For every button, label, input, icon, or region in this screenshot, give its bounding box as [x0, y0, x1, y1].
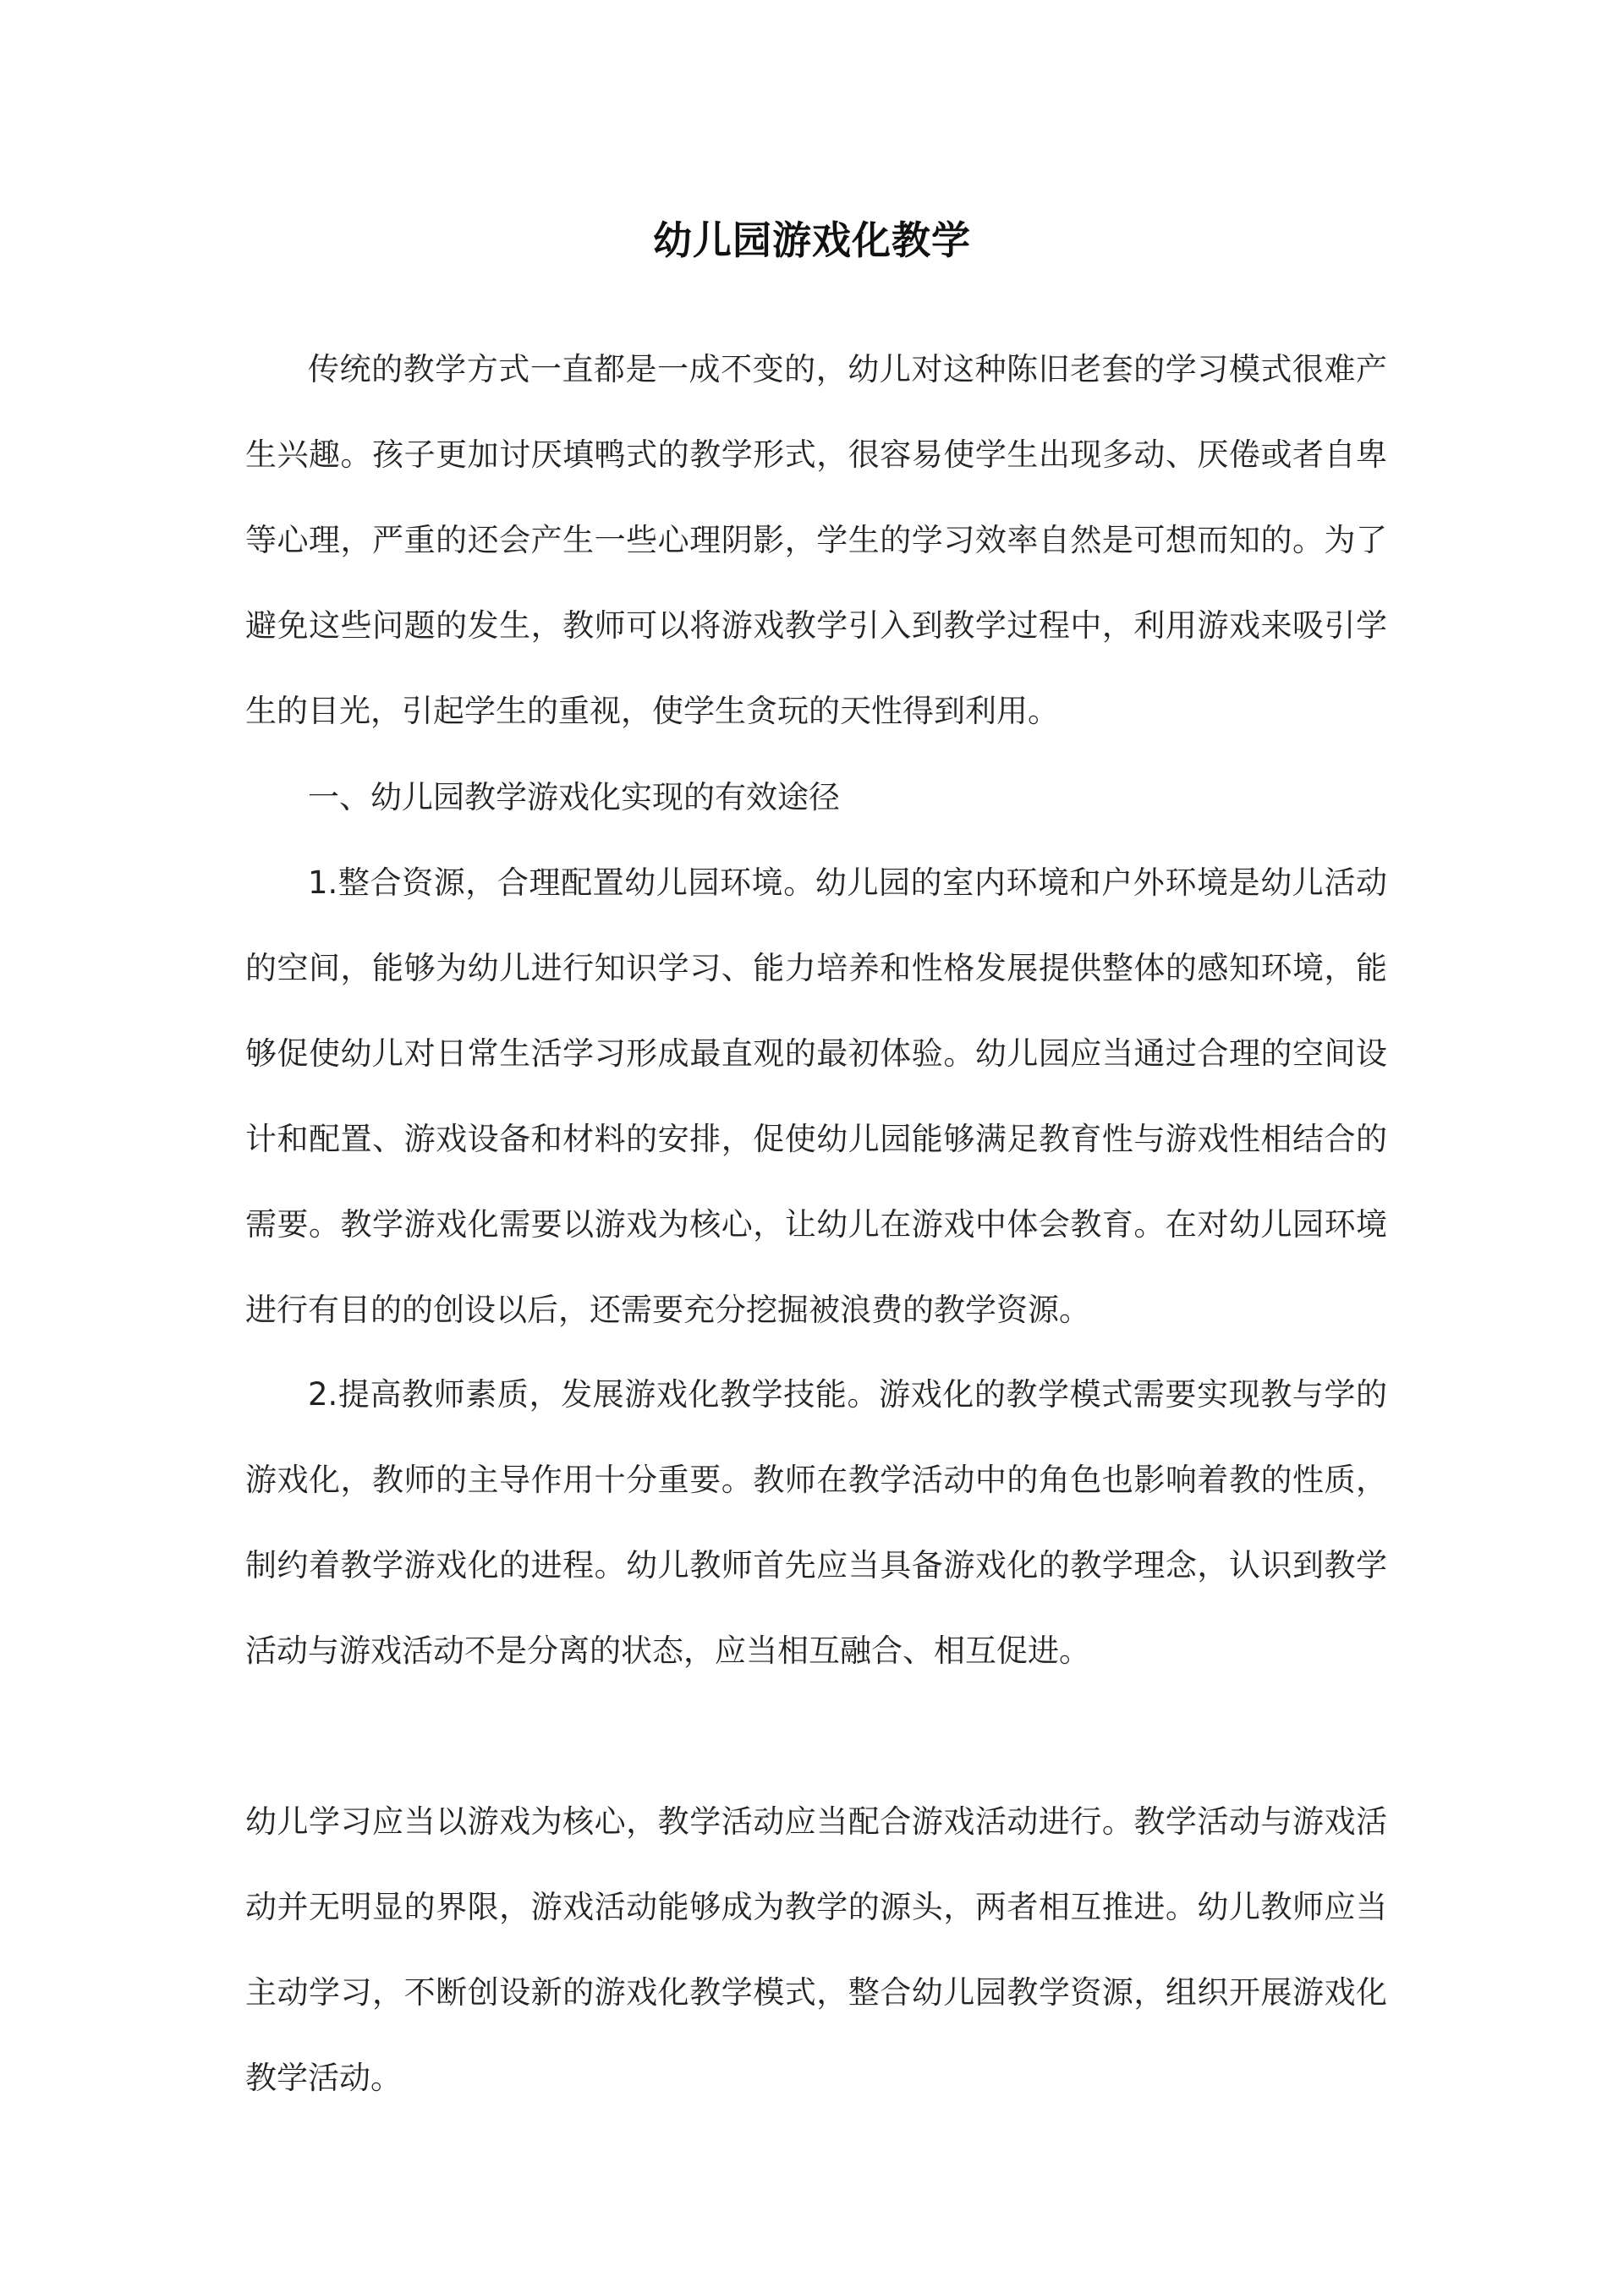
point-2-paragraph: 2.提高教师素质，发展游戏化教学技能。游戏化的教学模式需要实现教与学的游戏化，教师的主导作用十分重要。教师在教学活动中的角色也影响着教的性质，制约着教学游戏化的进程。幼儿教师首先应当具备游戏化的教学理念，认识到教学活动与游戏活动不是分离的状态，应当相互融合、相互促进。	[245, 1376, 1387, 1669]
point-1-paragraph: 1.整合资源，合理配置幼儿园环境。幼儿园的室内环境和户外环境是幼儿活动的空间，能够为幼儿进行知识学习、能力培养和性格发展提供整体的感知环境，能够促使幼儿对日常生活学习形成最直观的最初体验。幼儿园应当通过合理的空间设计和配置、游戏设备和材料的安排，促使幼儿园能够满足教育性与游戏性相结合的需要。教学游戏化需要以游戏为核心，让幼儿在游戏中体会教育。在对幼儿园环境进行有目的的创设以后，还需要充分挖掘被浪费的教学资源。	[245, 864, 1387, 1328]
intro-paragraph: 传统的教学方式一直都是一成不变的，幼儿对这种陈旧老套的学习模式很难产生兴趣。孩子更加讨厌填鸭式的教学形式，很容易使学生出现多动、厌倦或者自卑等心理，严重的还会产生一些心理阴影，学生的学习效率自然是可想而知的。为了避免这些问题的发生，教师可以将游戏教学引入到教学过程中，利用游戏来吸引学生的目光，引起学生的重视，使学生贪玩的天性得到利用。	[245, 351, 1387, 729]
continuation-paragraph: 幼儿学习应当以游戏为核心，教学活动应当配合游戏活动进行。教学活动与游戏活动并无明显的界限，游戏活动能够成为教学的源头，两者相互推进。幼儿教师应当主动学习，不断创设新的游戏化教学模式，整合幼儿园教学资源，组织开展游戏化教学活动。	[245, 1803, 1387, 2096]
document-title: 幼儿园游戏化教学	[653, 217, 971, 263]
section-heading: 一、幼儿园教学游戏化实现的有效途径	[308, 779, 840, 815]
